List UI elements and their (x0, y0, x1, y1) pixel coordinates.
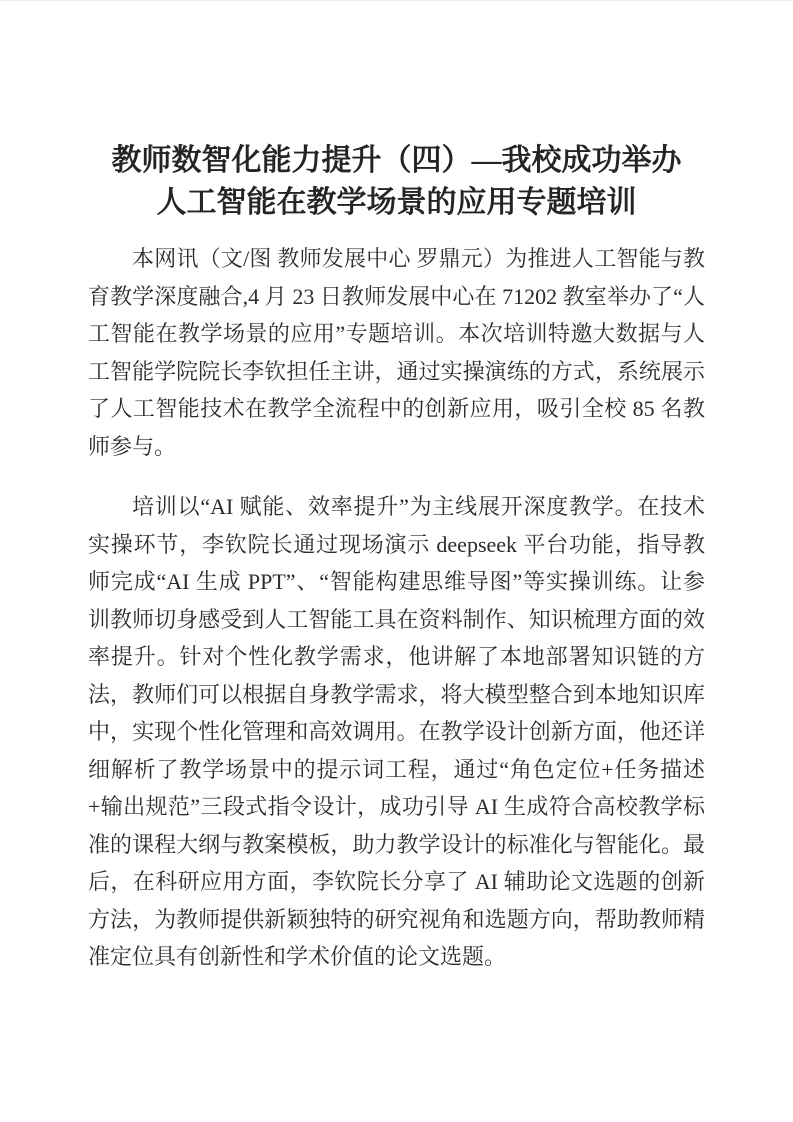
article (0, 1, 793, 976)
article-title (88, 140, 705, 224)
title-line-1: 教师数智化能力提升（四）—我校成功举办 (111, 144, 682, 177)
article-paragraph-2: 培训以“AI 赋能、效率提升”为主线展开深度教学。在技术实操环节，李钦院长通过现场演示 deepseek 平台功能，指导教师完成“AI 生成 PPT”、“智能构建思维导图”等实操训练。让参训教师切身感受到人工智能工具在资料制作、知识梳理方面的效率提升。针对个性化教学需求，他讲解了本地部署知识链的方法，教师们可以根据自身教学需求，将大模型整合到本地知识库中，实现个性化管理和高效调用。在教学设计创新方面，他还详细解析了教学场景中的提示词工程，通过“角色定位+任务描述+输出规范”三段式指令设计，成功引导 AI 生成符合高校教学标准的课程大纲与教案模板，助力教学设计的标准化与智能化。最后，在科研应用方面，李钦院长分享了 AI 辅助论文选题的创新方法，为教师提供新颖独特的研究视角和选题方向，帮助教师精准定位具有创新性和学术价值的论文选题。 (88, 494, 705, 969)
article-paragraph-1: 本网讯（文/图 教师发展中心 罗鼎元）为推进人工智能与教育教学深度融合,4 月 23 日教师发展中心在 71202 教室举办了“人工智能在教学场景的应用”专题培训。本次培训特邀大数据与人工智能学院院长李钦担任主讲，通过实操演练的方式，系统展示了人工智能技术在教学全流程中的创新应用，吸引全校 85 名教师参与。 (88, 246, 705, 459)
title-line-2: 人工智能在教学场景的应用专题培训 (156, 186, 637, 219)
